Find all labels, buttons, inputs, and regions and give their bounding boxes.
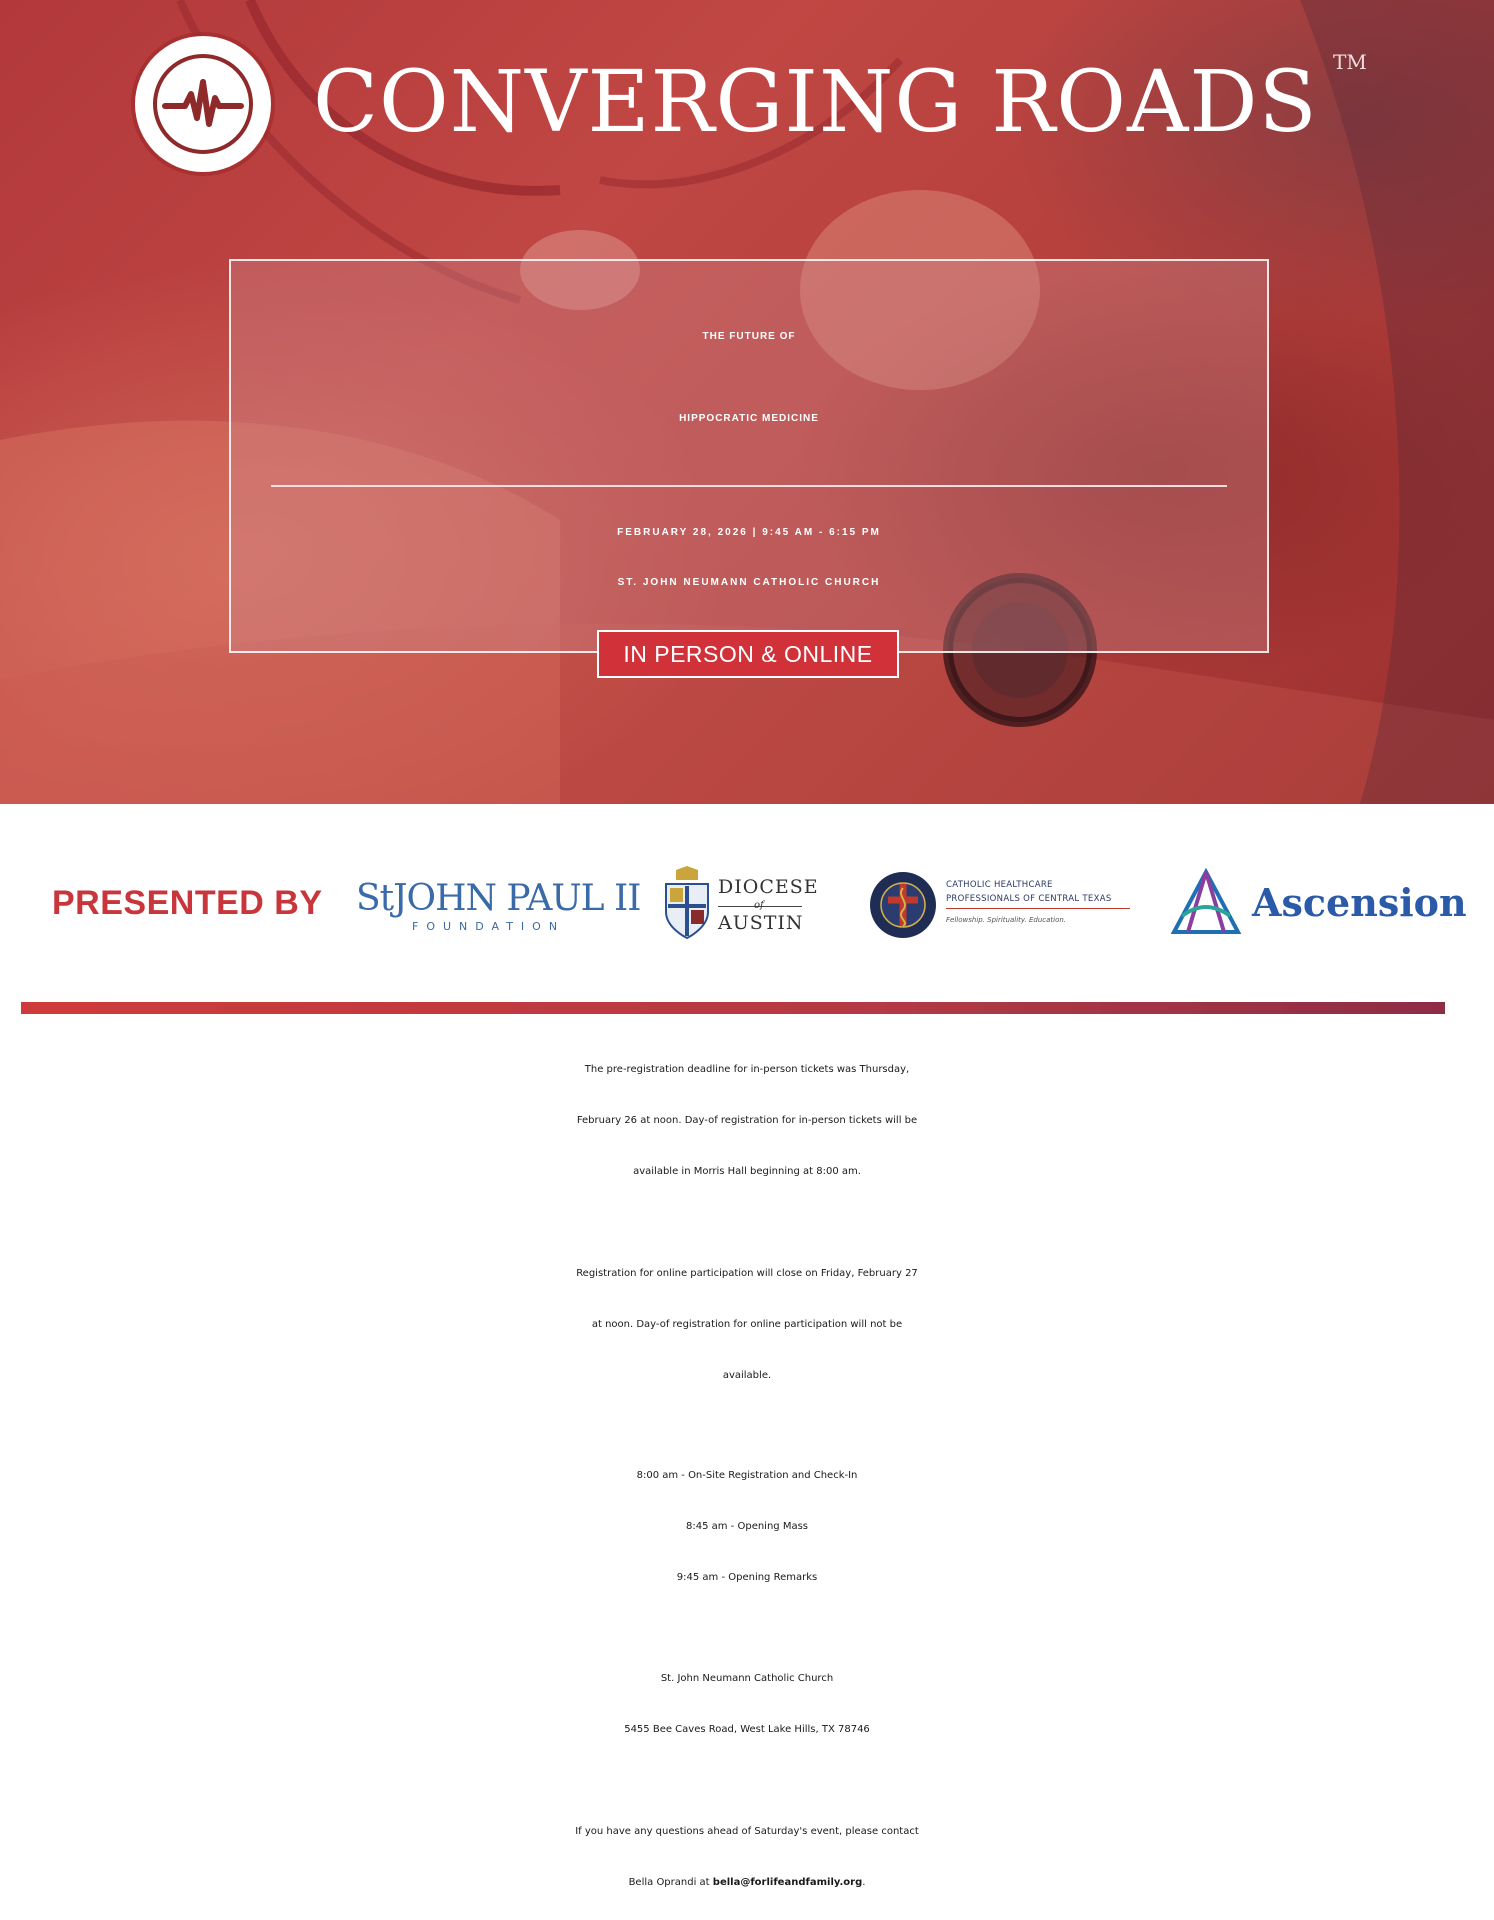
schedule-item: 8:45 am - Opening Mass [686, 1521, 808, 1532]
trademark-mark: TM [1333, 50, 1367, 74]
event-title-line2: HIPPOCRATIC MEDICINE [679, 413, 819, 424]
section-divider [21, 1002, 1445, 1014]
paragraph-line: at noon. Day-of registration for online participation will not be [591, 1319, 903, 1330]
location-street: 5455 Bee Caves Road, West Lake Hills, TX 78746 [624, 1724, 870, 1735]
paragraph-line: The pre-registration deadline for in-person tickets was Thursday, [584, 1064, 910, 1075]
attendance-badge: IN PERSON & ONLINE [597, 630, 899, 678]
diocese-of-austin-logo [660, 866, 819, 942]
jp2-logo-subtext: FOUNDATION [412, 920, 566, 933]
jp2-logo-text: StJOHN PAUL II [356, 878, 641, 919]
brand-logo [135, 36, 1375, 174]
ascension-logo [1168, 868, 1467, 940]
contact-suffix: . [862, 1877, 866, 1888]
chp-line2: PROFESSIONALS OF CENTRAL TEXAS [946, 894, 1112, 904]
diocese-crest-icon [660, 866, 714, 942]
paragraph-line: available. [722, 1370, 772, 1381]
chp-rule [946, 908, 1130, 909]
contact-email-link[interactable]: bella@forlifeandfamily.org [712, 1877, 863, 1888]
title-divider [271, 485, 1227, 487]
schedule-item: 8:00 am - On-Site Registration and Check-In [636, 1470, 858, 1481]
contact-paragraph [20, 1806, 1474, 1908]
diocese-of: of [754, 900, 764, 911]
chp-line1: CATHOLIC HEALTHCARE [946, 880, 1053, 890]
brand-name: CONVERGING ROADS [313, 53, 1318, 152]
contact-line [20, 1857, 1474, 1908]
paragraph-line: Registration for online participation will close on Friday, February 27 [576, 1268, 918, 1279]
location-name: St. John Neumann Catholic Church [660, 1673, 834, 1684]
event-date-time: FEBRUARY 28, 2026 | 9:45 AM - 6:15 PM [617, 527, 881, 538]
event-title-box [229, 259, 1269, 653]
heartbeat-icon [135, 36, 271, 172]
catholic-healthcare-professionals-logo [868, 870, 1136, 942]
diocese-line2: AUSTIN [718, 912, 804, 934]
diocese-line1: DIOCESE [718, 876, 819, 898]
paragraph-line: February 26 at noon. Day-of registration for in-person tickets will be [576, 1115, 918, 1126]
online-registration-paragraph [20, 1248, 1474, 1401]
schedule-item: 9:45 am - Opening Remarks [676, 1572, 818, 1583]
contact-line: If you have any questions ahead of Saturday's event, please contact [575, 1826, 919, 1837]
hero-banner [0, 0, 1494, 804]
ascension-text: Ascension [1252, 880, 1467, 925]
jp2-foundation-logo [356, 868, 641, 938]
location-address [20, 1653, 1474, 1755]
chp-seal-icon [868, 870, 938, 940]
event-title-line1: THE FUTURE OF [702, 331, 796, 342]
paragraph-line: available in Morris Hall beginning at 8:00 am. [633, 1166, 861, 1177]
contact-prefix: Bella Oprandi at [628, 1877, 713, 1888]
event-venue: ST. JOHN NEUMANN CATHOLIC CHURCH [617, 577, 881, 588]
schedule-list [20, 1450, 1474, 1603]
in-person-registration-paragraph [20, 1044, 1474, 1197]
chp-tagline: Fellowship. Spirituality. Education. [946, 916, 1067, 924]
ascension-mark-icon [1168, 868, 1244, 938]
presented-by-label: PRESENTED BY [52, 884, 323, 922]
